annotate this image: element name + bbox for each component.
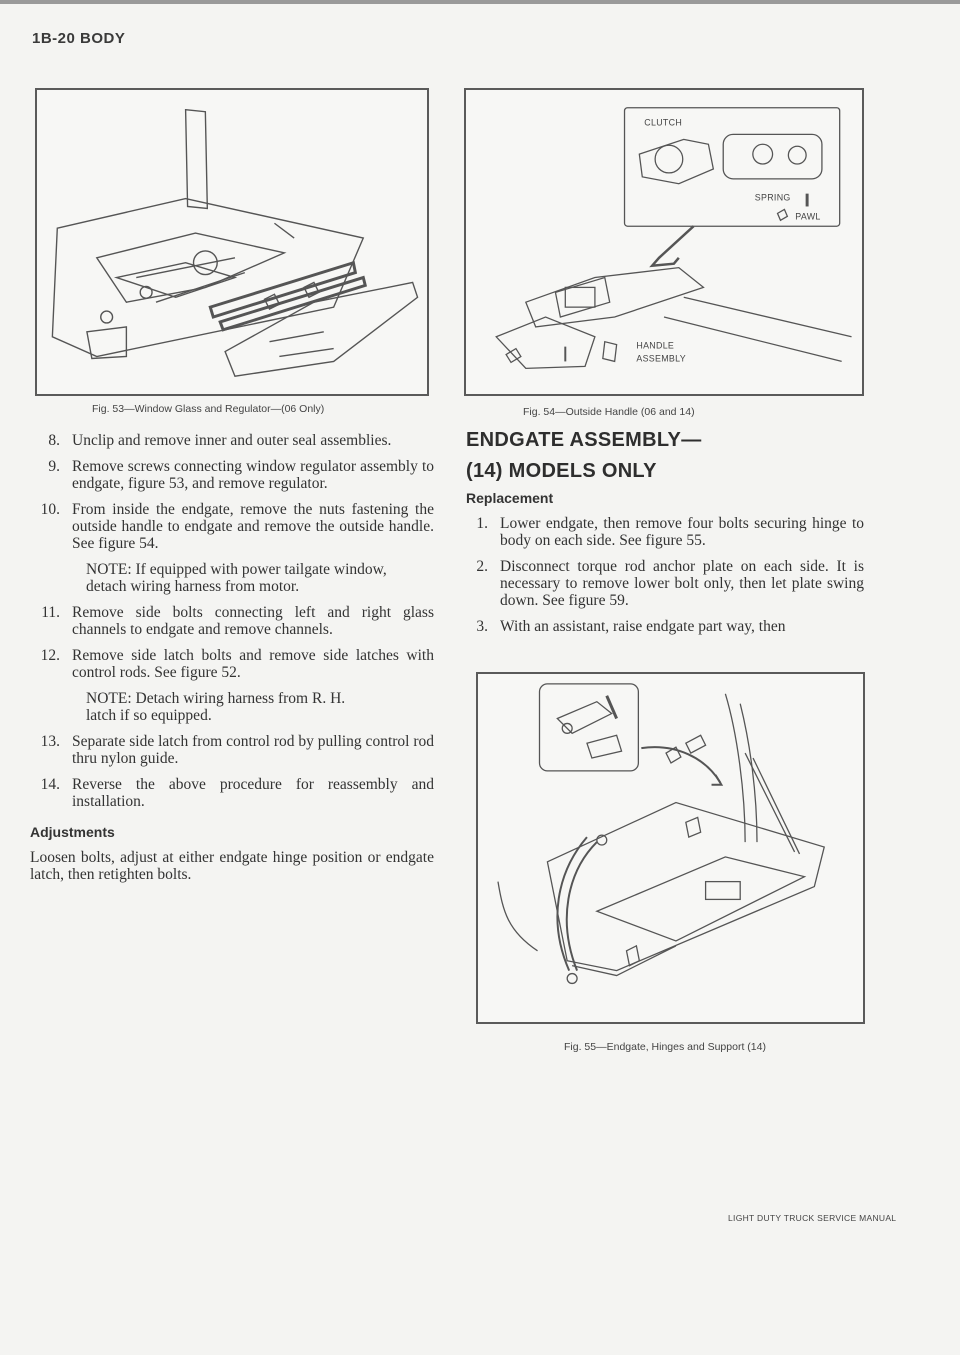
figure-54-outside-handle: [464, 88, 864, 396]
step-1: 1. Lower endgate, then remove four bolts securing hinge to body on each side. See figure 55.: [476, 515, 864, 549]
figure-55-illustration: [478, 674, 863, 1022]
right-text-column: [466, 429, 864, 644]
figure-53-illustration: [37, 90, 427, 394]
section-heading-line2: (14) MODELS ONLY: [466, 460, 657, 482]
step-13: 13. Separate side latch from control rod by pulling control rod thru nylon guide.: [40, 733, 435, 767]
step-3: 3. With an assistant, raise endgate part way, then: [476, 618, 786, 635]
adjustments-heading: Adjustments: [30, 824, 115, 840]
step-8: 8. Unclip and remove inner and outer seal assemblies.: [48, 432, 392, 449]
label-assembly: ASSEMBLY: [636, 353, 686, 364]
step-10: 10. From inside the endgate, remove the nuts fastening the outside handle to endgate and remove the outside handle. See figure 54.: [40, 501, 434, 552]
figure-54-caption: Fig. 54—Outside Handle (06 and 14): [523, 406, 695, 418]
top-rule: [0, 0, 960, 4]
note-wiring-harness: NOTE: Detach wiring harness from R. H. latch if so equipped.: [86, 690, 346, 724]
figure-55-endgate-hinges: [476, 672, 865, 1024]
replacement-heading: Replacement: [466, 490, 554, 506]
footer-manual-title: LIGHT DUTY TRUCK SERVICE MANUAL: [728, 1213, 897, 1223]
figure-53-caption: Fig. 53—Window Glass and Regulator—(06 Only): [92, 403, 325, 415]
figure-55-caption: Fig. 55—Endgate, Hinges and Support (14): [564, 1041, 766, 1053]
section-heading-line1: ENDGATE ASSEMBLY—: [466, 429, 702, 451]
page-header: 1B-20 BODY: [32, 30, 126, 47]
left-text-column: [30, 432, 434, 883]
label-pawl: PAWL: [795, 211, 821, 222]
step-12: 12. Remove side latch bolts and remove side latches with control rods. See figure 52.: [40, 647, 434, 681]
label-clutch: CLUTCH: [644, 117, 683, 128]
figure-54-illustration: [466, 90, 862, 394]
note-power-tailgate: NOTE: If equipped with power tailgate window, detach wiring harness from motor.: [86, 561, 387, 595]
step-2: 2. Disconnect torque rod anchor plate on each side. It is necessary to remove lower bolt only, then let plate swing down. See figure 59.: [476, 558, 864, 609]
step-9: 9. Remove screws connecting window regulator assembly to endgate, figure 53, and remove regulator.: [48, 458, 434, 492]
step-11: 11. Remove side bolts connecting left and right glass channels to endgate and remove channels.: [41, 604, 434, 638]
adjustments-text: Loosen bolts, adjust at either endgate hinge position or endgate latch, then retighten bolts.: [30, 849, 434, 883]
figure-53-window-glass-regulator: [35, 88, 429, 396]
step-14: 14. Reverse the above procedure for reassembly and installation.: [40, 776, 434, 810]
label-spring: SPRING: [754, 192, 791, 203]
label-handle: HANDLE: [636, 340, 675, 351]
